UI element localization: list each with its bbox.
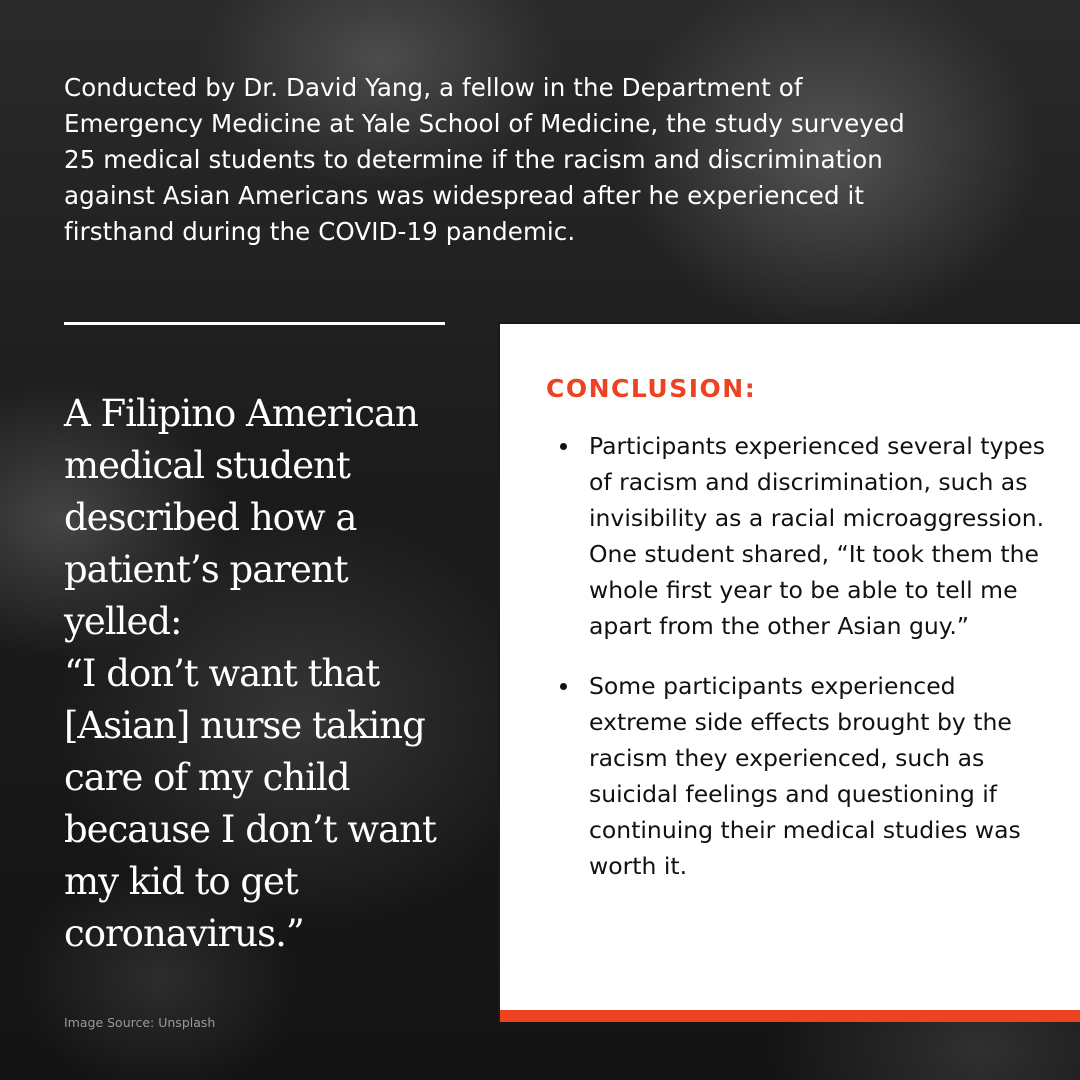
conclusion-card	[498, 322, 1080, 1010]
intro-paragraph: Conducted by Dr. David Yang, a fellow in the Department of Emergency Medicine at Yale School of Medicine, the study surveyed 25 medical students to determine if the racism and discrimination against Asian Americans was widespread after he experienced it firsthand during the COVID-19 pandemic.	[64, 73, 905, 246]
conclusion-item	[546, 428, 1046, 644]
image-source-credit: Image Source: Unsplash	[64, 1015, 216, 1030]
quote-block	[64, 388, 474, 960]
bullet-icon	[560, 443, 567, 450]
conclusion-list	[546, 428, 1046, 908]
conclusion-item-text: Participants experienced several types of racism and discrimination, such as invisibility as a racial microaggression. One student shared, “It took them the whole first year to be able to tell me apart from the other Asian guy.”	[589, 432, 1046, 640]
section-divider	[64, 322, 445, 325]
conclusion-item-text: Some participants experienced extreme side effects brought by the racism they experienced, such as suicidal feelings and questioning if continuing their medical studies was worth it.	[589, 672, 1021, 880]
card-accent-bar	[498, 1010, 1080, 1022]
bullet-icon	[560, 683, 567, 690]
conclusion-title: CONCLUSION:	[546, 374, 757, 403]
conclusion-item	[546, 668, 1046, 884]
quote-lead: A Filipino American medical student described how a patient’s parent yelled:	[64, 392, 418, 643]
quote-text: “I don’t want that [Asian] nurse taking care of my child because I don’t want my kid to get coronavirus.”	[64, 652, 436, 955]
